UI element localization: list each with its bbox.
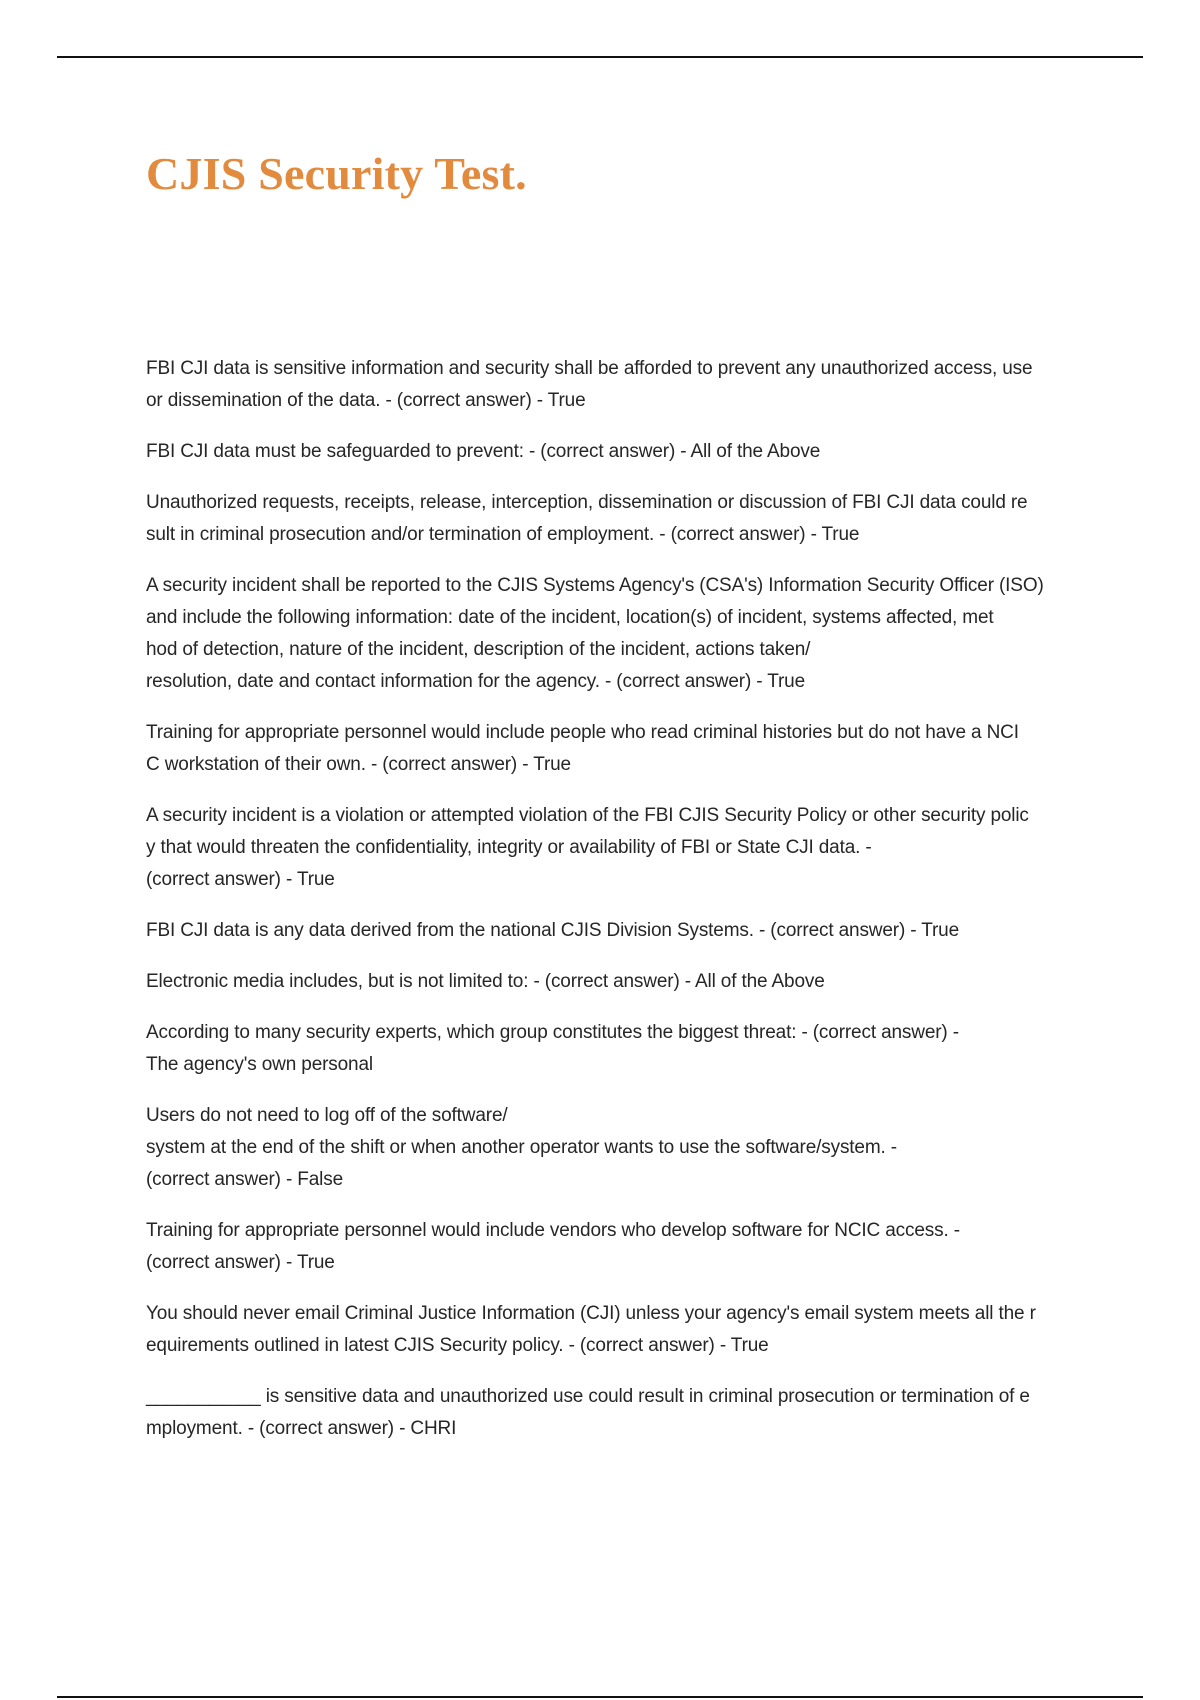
qa-item: Electronic media includes, but is not limited to: - (correct answer) - All of the Above <box>146 971 825 992</box>
bottom-rule <box>57 1696 1143 1698</box>
qa-item: FBI CJI data is any data derived from the national CJIS Division Systems. - (correct answer) - True <box>146 920 960 941</box>
qa-item: ___________ is sensitive data and unauthorized use could result in criminal prosecution or termination of e mployment. - (correct answer) - CHRI <box>146 1386 1030 1439</box>
qa-item: According to many security experts, which group constitutes the biggest threat: - (correct answer) - The agency's own personal <box>146 1022 959 1075</box>
qa-item: Training for appropriate personnel would include vendors who develop software for NCIC access. - (correct answer) - True <box>146 1220 960 1273</box>
qa-item: A security incident shall be reported to the CJIS Systems Agency's (CSA's) Information Security Officer (ISO) and include the following information: date of the incident, location(s) of incident, systems affected, met hod of detection, nature of the incident, description of the incident, actions taken/ resolution, date and contact information for the agency. - (correct answer) - True <box>146 575 1044 692</box>
page-title: CJIS Security Test. <box>146 148 527 199</box>
qa-item: Users do not need to log off of the software/ system at the end of the shift or when another operator wants to use the software/system. - (correct answer) - False <box>146 1105 897 1190</box>
qa-list <box>146 353 1091 1464</box>
qa-item: A security incident is a violation or attempted violation of the FBI CJIS Security Policy or other security polic y that would threaten the confidentiality, integrity or availability of FBI or State CJI data. - (correct answer) - True <box>146 805 1029 890</box>
top-rule <box>57 56 1143 58</box>
qa-item: Unauthorized requests, receipts, release, interception, dissemination or discussion of FBI CJI data could re sult in criminal prosecution and/or termination of employment. - (correct answer) - True <box>146 492 1028 545</box>
qa-item: FBI CJI data is sensitive information and security shall be afforded to prevent any unauthorized access, use or dissemination of the data. - (correct answer) - True <box>146 358 1033 411</box>
qa-item: You should never email Criminal Justice Information (CJI) unless your agency's email system meets all the r equirements outlined in latest CJIS Security policy. - (correct answer) - True <box>146 1303 1036 1356</box>
qa-item: FBI CJI data must be safeguarded to prevent: - (correct answer) - All of the Above <box>146 441 821 462</box>
qa-item: Training for appropriate personnel would include people who read criminal histories but do not have a NCI C workstation of their own. - (correct answer) - True <box>146 722 1019 775</box>
